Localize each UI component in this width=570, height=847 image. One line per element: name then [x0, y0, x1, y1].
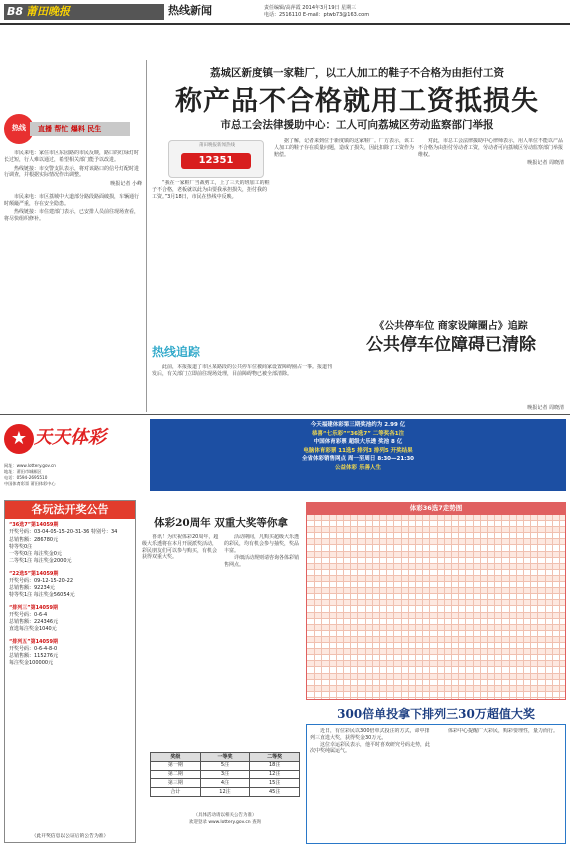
bottom-paragraph: 近日，有位彩民以300倍单式投注的方式，命中排列三直选大奖，获得奖金30万元。 — [310, 728, 430, 741]
banner-line: 中国体育彩票 超级大乐透 奖池 8 亿 — [313, 439, 403, 446]
star-icon: ★ — [4, 424, 34, 454]
left-paragraph: 热线链接：市交警支队表示，将对该路口的信号灯配时进行调查，并根据实际情况作出调整。 — [4, 165, 140, 179]
trend-grid-column — [480, 515, 481, 699]
trend-grid-column — [545, 515, 546, 699]
header-banner — [4, 4, 212, 20]
hotline-circle: 热线 — [4, 114, 34, 144]
prize-cell: 4注 — [200, 779, 250, 788]
hotline-phone-graphic — [168, 140, 264, 178]
trend-grid-column — [415, 515, 416, 699]
header-contact: 电话：2516110 E-mail：ptwb73@163.com — [264, 12, 370, 18]
announcement-block — [9, 522, 131, 566]
phone-number: 12351 — [181, 153, 251, 169]
trend-grid-column — [444, 515, 445, 699]
block-line: 每注奖金100000元 — [9, 660, 54, 667]
bottom-paragraph: 这位幸运彩民表示，他平时喜欢研究号码走势，此次中奖纯属运气。 — [310, 741, 431, 755]
header-divider — [0, 23, 570, 25]
block-line: 开奖号码：09-12-15-20-22 — [9, 577, 74, 584]
block-line: 总销售额：92234元 — [9, 585, 55, 591]
second-kicker: 《公共停车位 商家设障圈占》追踪 — [374, 321, 528, 332]
trend-grid-column — [329, 515, 330, 699]
banner-line: 今天福建体彩第三期奖池约为 2.99 亿 — [310, 422, 406, 428]
block-head: “排列三”第14059期 — [9, 604, 58, 611]
trend-grid-column — [501, 515, 502, 699]
trend-grid-column — [523, 515, 524, 699]
second-headline: 公共停车位障碍已清除 — [366, 335, 536, 355]
announcement-block — [9, 571, 131, 600]
trend-grid-column — [429, 515, 430, 699]
announcement-body — [5, 519, 135, 676]
article-author: 晚报记者 周晓清 — [527, 160, 564, 167]
second-article — [152, 364, 332, 412]
trend-grid-column — [451, 515, 452, 699]
prize-row — [151, 770, 300, 779]
bottom-paragraph: 体彩中心提醒广大彩民，购彩要理性，量力而行。 — [448, 728, 559, 734]
prize-table — [150, 752, 300, 797]
prize-footer: 欢迎登录 www.lottery.gov.cn 查询 — [188, 820, 262, 825]
left-paragraph: 市民来电：家住市区东园路的市民反映，路口的红绿灯时长过短，行人难以通过，希望相关部门能予以改进。 — [4, 150, 140, 163]
second-article-author-box — [336, 360, 564, 412]
prize-cell: 第二期 — [151, 770, 201, 779]
prize-header-cell: 奖级 — [151, 753, 201, 762]
lottery-info-line: 电话：0594-2695510 — [4, 475, 48, 481]
mid-paragraph: 详细活动规则请咨询各体彩销售网点。 — [224, 555, 300, 568]
prize-row — [151, 788, 300, 797]
block-head: “22选5”第14059期 — [9, 570, 59, 577]
prize-cell: 合计 — [151, 788, 201, 797]
trend-grid-column — [386, 515, 387, 699]
zhuizong-label — [152, 344, 262, 362]
left-paragraph: 市民来电：市区荔城中大道部分路段路面破损，车辆通行时颠簸严重，存在安全隐患。 — [4, 193, 140, 207]
mid-col-2 — [224, 534, 302, 748]
block-head: “36选7”第14059期 — [9, 522, 59, 528]
announcement-footer: （此开奖信息以公证后的公告为准） — [31, 833, 109, 839]
article-col-1 — [152, 180, 270, 330]
lottery-info — [4, 463, 144, 487]
trend-grid-column — [530, 515, 531, 699]
trend-grid-column — [314, 515, 315, 699]
banner-line: 恭喜“七乐彩”“36选7” 二等奖各1注 — [311, 430, 405, 437]
block-line: 总销售额：224346元 — [9, 619, 59, 625]
lottery-logo-text: 天天体彩 — [34, 427, 106, 448]
announcement-box — [4, 500, 136, 843]
phone-label: 莆田晚报新闻热线 — [199, 143, 235, 148]
trend-grid-column — [365, 515, 366, 699]
trend-chart-grid — [306, 514, 566, 700]
trend-grid-column — [494, 515, 495, 699]
lottery-logo — [4, 420, 144, 460]
prize-header-row — [151, 753, 300, 762]
lead-headline: 称产品不合格就用工资抵损失 — [175, 86, 539, 117]
hotline-tag: 直播 帮忙 爆料 民生 — [30, 122, 130, 136]
prize-cell: 5注 — [200, 761, 250, 770]
bottom-col-2 — [438, 728, 562, 840]
banner-line: 电脑体育彩票 11选5 排列3 排列5 开奖结果 — [303, 447, 413, 454]
block-line: 特等奖1注 每注奖金56054元 — [9, 592, 75, 599]
prize-header-cell: 一等奖 — [200, 753, 250, 762]
trend-grid-column — [465, 515, 466, 699]
trend-chart-title: 体彩36选7走势图 — [306, 502, 566, 514]
trend-grid-column — [422, 515, 423, 699]
mid-paragraph: 喜讯！为庆祝体彩20周年，超级大乐透将在本月开展派奖活动，彩民朋友们可以参与购买，有机会获得双重大奖。 — [142, 534, 219, 561]
trend-grid-column — [552, 515, 553, 699]
header-meta — [264, 5, 369, 19]
trend-grid-column — [379, 515, 380, 699]
article-col-3 — [418, 138, 564, 318]
block-head: “排列五”第14059期 — [9, 638, 58, 645]
trend-grid-column — [437, 515, 438, 699]
prize-cell: 12注 — [200, 788, 250, 797]
header-editor: 责任编辑/高萍霞 2014年3月19日 星期三 — [264, 5, 357, 11]
lead-subhead: 市总工会法律援助中心：工人可向荔城区劳动监察部门举报 — [220, 119, 494, 131]
announcement-block — [9, 605, 131, 634]
trend-grid-column — [401, 515, 402, 699]
hotline-badge — [4, 114, 134, 144]
section-title: 热线新闻 — [168, 4, 212, 17]
block-line: 开奖号码：0-6-4-8-0 — [9, 645, 58, 652]
mid-col-1 — [142, 534, 220, 748]
trend-grid-column — [357, 515, 358, 699]
trend-grid-column — [509, 515, 510, 699]
second-author: 晚报记者 周晓清 — [527, 405, 564, 412]
block-line: 总销售额：286780元 — [9, 536, 59, 543]
mid-title: 体彩20周年 双重大奖等你拿 — [154, 517, 288, 529]
article-col-2 — [274, 138, 414, 324]
prize-cell: 12注 — [250, 770, 300, 779]
prize-row — [151, 779, 300, 788]
article-paragraph: 据了解，记者来到位于新度镇的这家鞋厂。厂方表示，该工人加工的鞋子存在质量问题，造成了损失，因此扣除了工资作为赔偿。 — [274, 138, 414, 158]
trend-grid-column — [321, 515, 322, 699]
second-paragraph: 此前，本报报道了市区某路段的公共停车位被商家设置障碍圈占一事。报道刊发后，有关部门立即前往现场处理，目前障碍物已被全部清除。 — [152, 364, 332, 377]
announcement-title: 各玩法开奖公告 — [5, 501, 135, 519]
trend-grid-column — [408, 515, 409, 699]
banner-line: 公益体彩 乐善人生 — [335, 464, 381, 471]
lottery-info-line: 地址：莆田市城厢区 — [4, 469, 42, 475]
article-paragraph: 对此，市总工会法律援助中心律师表示，用人单位不能以产品不合格为由拒付劳动者工资，劳动者可向荔城区劳动监察部门举报维权。 — [418, 138, 564, 158]
section-divider — [0, 414, 570, 415]
trend-grid-column — [487, 515, 488, 699]
block-line: 一等奖0注 每注奖金0元 — [9, 551, 62, 557]
lottery-header — [0, 417, 570, 495]
prize-header-cell: 二等奖 — [250, 753, 300, 762]
zhuizong-title: 热线追踪 — [152, 345, 201, 359]
trend-grid-column — [336, 515, 337, 699]
trend-grid-column — [372, 515, 373, 699]
block-line: 特等奖0注 — [9, 543, 33, 550]
article-paragraph: “我在一家鞋厂当裁剪工，上了三天的班加工的鞋子不合格，老板就以此为由要我承担损失，拒付我的工资。”3月18日，市民在热线中反映。 — [152, 180, 270, 200]
trend-grid-column — [343, 515, 344, 699]
trend-grid-column — [537, 515, 538, 699]
block-line: 总销售额：115276元 — [9, 653, 59, 659]
banner-line: 全省体彩销售网点 周一至周日 8:30—21:30 — [301, 456, 415, 463]
bottom-col-1 — [310, 728, 434, 840]
lottery-banner — [150, 419, 566, 491]
block-line: 开奖号码：03-04-05-15-20-31-36 特别号：34 — [9, 529, 118, 536]
lottery-info-line: 网址：www.lottery.gov.cn — [4, 463, 56, 468]
block-line: 开奖号码：0-6-4 — [9, 611, 48, 618]
lead-kicker: 荔城区新度镇一家鞋厂，以工人加工的鞋子不合格为由拒付工资 — [210, 67, 504, 79]
page-number: B8 — [7, 4, 24, 18]
trend-grid-column — [393, 515, 394, 699]
left-column — [4, 150, 142, 405]
bottom-title: 300倍单投拿下排列三30万超值大奖 — [337, 707, 535, 721]
prize-caption: （具体活动请以相关公告为准） — [193, 813, 257, 818]
brand-logo: 莆田晚报 — [26, 4, 71, 18]
prize-cell: 第三期 — [151, 779, 201, 788]
block-line: 二等奖1注 每注奖金2000元 — [9, 558, 72, 565]
trend-grid-column — [473, 515, 474, 699]
page-header — [0, 0, 570, 56]
lottery-info-line: 中国体育彩票 莆田体彩中心 — [4, 481, 56, 487]
prize-cell: 3注 — [200, 770, 250, 779]
prize-cell: 15注 — [250, 779, 300, 788]
trend-grid-column — [559, 515, 560, 699]
mid-paragraph: 活动期间，凡购买超级大乐透的彩民，均有机会参与抽奖，奖品丰富。 — [224, 534, 300, 554]
announcement-block — [9, 639, 131, 668]
column-divider — [146, 60, 147, 412]
prize-cell: 18注 — [250, 761, 300, 770]
block-line: 直选每注奖金1040元 — [9, 626, 57, 633]
trend-chart — [306, 502, 566, 702]
left-paragraph: 热线链接：市住建部门表示，已安排人员前往现场查看，将尽快组织修补。 — [4, 209, 140, 222]
prize-row — [151, 761, 300, 770]
trend-grid-column — [516, 515, 517, 699]
prize-cell: 45注 — [250, 788, 300, 797]
left-author: 晚报记者 小峰 — [110, 181, 142, 187]
trend-grid-column — [350, 515, 351, 699]
prize-cell: 第一期 — [151, 761, 201, 770]
trend-grid-column — [458, 515, 459, 699]
